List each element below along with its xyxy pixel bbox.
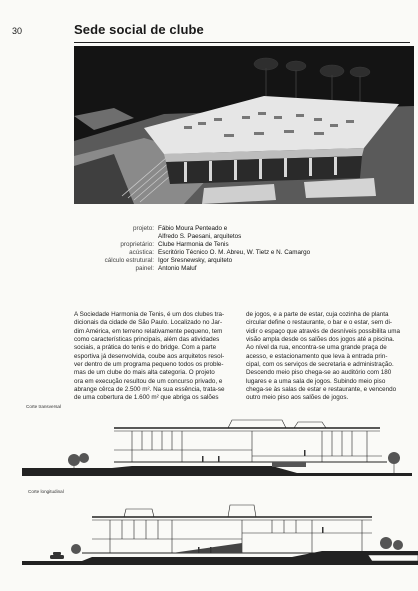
credit-row <box>74 265 414 273</box>
credit-value: Igor Sresnewsky, arquiteto <box>158 257 233 265</box>
longitudinal-section-drawing <box>22 495 418 569</box>
credit-value: Alfredo S. Paesani, arquitetos <box>158 233 242 241</box>
body-column-right <box>246 311 410 403</box>
credit-row <box>74 257 414 265</box>
text-line: Ao nível da rua, encontra-se uma grande praça de <box>246 344 387 352</box>
text-line: circular define o restaurante, o bar e o estar, sem di- <box>246 319 392 327</box>
credit-value: Antonio Maluf <box>158 265 197 273</box>
model-photo-illustration <box>74 46 414 204</box>
body-column-left <box>74 311 238 403</box>
text-line: Descendo meio piso chega-se ao auditório com 180 <box>246 369 392 377</box>
text-line: dicionais da cidade de São Paulo. Localizado no Jar- <box>74 319 223 327</box>
text-line: de jogos, e a parte de estar, cuja cozinha de planta <box>246 311 389 318</box>
project-credits <box>74 225 414 274</box>
credit-row <box>74 249 414 257</box>
text-line: dim América, em terreno relativamente pequeno, tem <box>74 327 223 335</box>
text-line: de uma cobertura de 1.600 m² que abriga os salões <box>74 394 219 402</box>
text-line: vidir o espaço que através de desníveis possibilita uma <box>246 327 401 335</box>
transversal-section-label: Corte transversal <box>26 404 61 409</box>
credit-role: proprietário: <box>120 241 154 249</box>
page-number: 30 <box>12 26 23 36</box>
text-line: outro meio piso aos salões de jogos. <box>246 394 349 402</box>
title-rule <box>74 42 410 43</box>
credit-role: painel: <box>135 265 154 273</box>
text-line: A Sociedade Harmonia de Tenis, é um dos clubes tra- <box>74 311 225 318</box>
text-line: abrange cêrca de 2.500 m². Na sua essência, trata-se <box>74 386 225 394</box>
text-line: cipal, com os serviços de secretaria e administração. <box>246 361 394 369</box>
text-line: lugares e a uma sala de jogos. Subindo meio piso <box>246 377 386 385</box>
text-line: esportiva já desenvolvida, coube aos arquitetos resol- <box>74 352 225 360</box>
longitudinal-section-label: Corte longitudinal <box>28 489 64 494</box>
text-line: visão ampla desde os salões dos jogos até a piscina. <box>246 336 395 344</box>
text-line: chega-se às salas de estar e restaurante, e vencendo <box>246 386 397 394</box>
text-line: mas de um clube do mais alta categoria. O projeto <box>74 369 215 377</box>
credit-value: Clube Harmonia de Tenis <box>158 241 229 249</box>
credit-role: projeto: <box>132 225 154 232</box>
credit-role: acústica: <box>129 249 154 257</box>
text-line: ver dentro de um programa pequeno todos os proble- <box>74 361 224 369</box>
transversal-section-drawing <box>22 410 412 482</box>
credit-row <box>74 225 414 233</box>
text-line: ora em execução resultou de um concurso privado, e <box>74 377 223 385</box>
transversal-section-illustration <box>22 410 412 482</box>
credit-row <box>74 233 414 241</box>
credit-row <box>74 241 414 249</box>
text-line: sociais, a prática do tenis e do bridge. Com a parte <box>74 344 217 352</box>
longitudinal-section-illustration <box>22 495 418 569</box>
page-title: Sede social de clube <box>74 22 204 37</box>
text-line: como características principais, além das atividades <box>74 336 220 344</box>
credit-role: cálculo estrutural: <box>104 257 154 265</box>
model-photo <box>74 46 414 204</box>
credit-role <box>74 233 158 241</box>
credit-value: Fábio Moura Penteado e <box>158 225 228 232</box>
text-line: acesso, e estacionamento que leva à entrada prin- <box>246 352 388 360</box>
credit-value: Escritório Técnico O. M. Abreu, W. Tietz e N. Camargo <box>158 249 311 257</box>
